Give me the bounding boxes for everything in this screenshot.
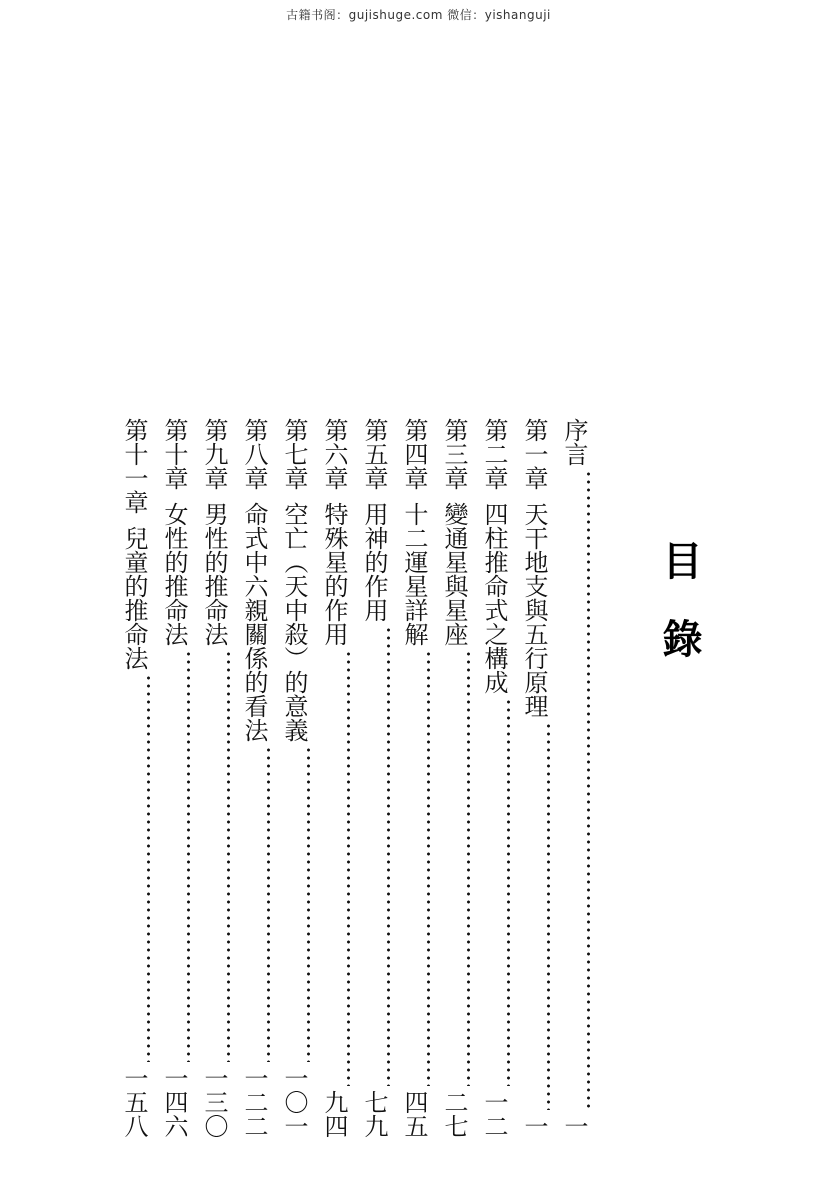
toc-dot-leader bbox=[197, 650, 230, 1062]
toc-dot-leader bbox=[517, 722, 550, 1110]
toc-page-number: 一 bbox=[520, 1114, 548, 1138]
toc-entry-chapter-11[interactable] bbox=[117, 418, 150, 1138]
toc-page-number: 四五 bbox=[400, 1090, 428, 1138]
toc-chapter-label: 第二章 bbox=[480, 418, 508, 490]
toc-chapter-label: 第十章 bbox=[160, 418, 188, 490]
toc-entry-chapter-3[interactable] bbox=[437, 418, 470, 1138]
toc-chapter-title: 男性的推命法 bbox=[200, 502, 228, 646]
toc-dot-leader bbox=[117, 674, 150, 1062]
toc-chapter-title: 空亡（天中殺）的意義 bbox=[280, 502, 308, 742]
page-title: 目錄 bbox=[656, 540, 702, 696]
toc-entry-chapter-7[interactable] bbox=[277, 418, 310, 1138]
toc-chapter-label: 第九章 bbox=[200, 418, 228, 490]
toc-page-number: 二七 bbox=[440, 1090, 468, 1138]
toc-dot-leader bbox=[277, 746, 310, 1062]
toc-entry-chapter-6[interactable] bbox=[317, 418, 350, 1138]
toc-chapter-title: 特殊星的作用 bbox=[320, 502, 348, 646]
toc-entry-chapter-10[interactable] bbox=[157, 418, 190, 1138]
toc-dot-leader bbox=[317, 650, 350, 1086]
toc-dot-leader bbox=[397, 650, 430, 1086]
toc-entry-chapter-1[interactable] bbox=[517, 418, 550, 1138]
toc-dot-leader bbox=[477, 698, 510, 1086]
toc-chapter-title: 天干地支與五行原理 bbox=[520, 502, 548, 718]
toc-chapter-title: 用神的作用 bbox=[360, 502, 388, 622]
toc-entry-chapter-9[interactable] bbox=[197, 418, 230, 1138]
toc-chapter-label: 第五章 bbox=[360, 418, 388, 490]
toc-chapter-title: 變通星與星座 bbox=[440, 502, 468, 646]
toc-page-number: 一〇一 bbox=[280, 1066, 308, 1138]
toc-dot-leader bbox=[437, 650, 470, 1086]
watermark-text: 古籍书阁：gujishuge.com 微信：yishanguji bbox=[286, 8, 551, 22]
toc-page-number: 七九 bbox=[360, 1090, 388, 1138]
toc-entry-chapter-4[interactable] bbox=[397, 418, 430, 1138]
toc-page-number: 一 bbox=[560, 1114, 588, 1138]
toc-page-number: 一二 bbox=[480, 1090, 508, 1138]
toc-entry-preface[interactable] bbox=[557, 418, 590, 1138]
toc-entry-chapter-5[interactable] bbox=[357, 418, 390, 1138]
toc-dot-leader bbox=[357, 626, 390, 1086]
toc-dot-leader bbox=[237, 746, 270, 1062]
toc-chapter-label: 第四章 bbox=[400, 418, 428, 490]
toc-chapter-title: 女性的推命法 bbox=[160, 502, 188, 646]
toc-chapter-label: 第七章 bbox=[280, 418, 308, 490]
toc-chapter-title: 命式中六親關係的看法 bbox=[240, 502, 268, 742]
toc-page-number: 一二二 bbox=[240, 1066, 268, 1138]
toc-dot-leader bbox=[157, 650, 190, 1062]
toc-entry-chapter-2[interactable] bbox=[477, 418, 510, 1138]
table-of-contents bbox=[100, 418, 590, 1138]
toc-chapter-title: 四柱推命式之構成 bbox=[480, 502, 508, 694]
toc-page-number: 一四六 bbox=[160, 1066, 188, 1138]
toc-page-number: 九四 bbox=[320, 1090, 348, 1138]
toc-chapter-title: 十二運星詳解 bbox=[400, 502, 428, 646]
toc-chapter-label: 第八章 bbox=[240, 418, 268, 490]
toc-chapter-label: 第三章 bbox=[440, 418, 468, 490]
toc-entry-chapter-8[interactable] bbox=[237, 418, 270, 1138]
toc-page-number: 一三〇 bbox=[200, 1066, 228, 1138]
toc-page-number: 一五八 bbox=[120, 1066, 148, 1138]
toc-chapter-label: 第六章 bbox=[320, 418, 348, 490]
toc-chapter-label: 第一章 bbox=[520, 418, 548, 490]
toc-dot-leader bbox=[557, 470, 590, 1110]
toc-chapter-label: 第十一章 bbox=[120, 418, 148, 514]
toc-chapter-title: 兒童的推命法 bbox=[120, 526, 148, 670]
toc-chapter-label: 序言 bbox=[560, 418, 588, 466]
